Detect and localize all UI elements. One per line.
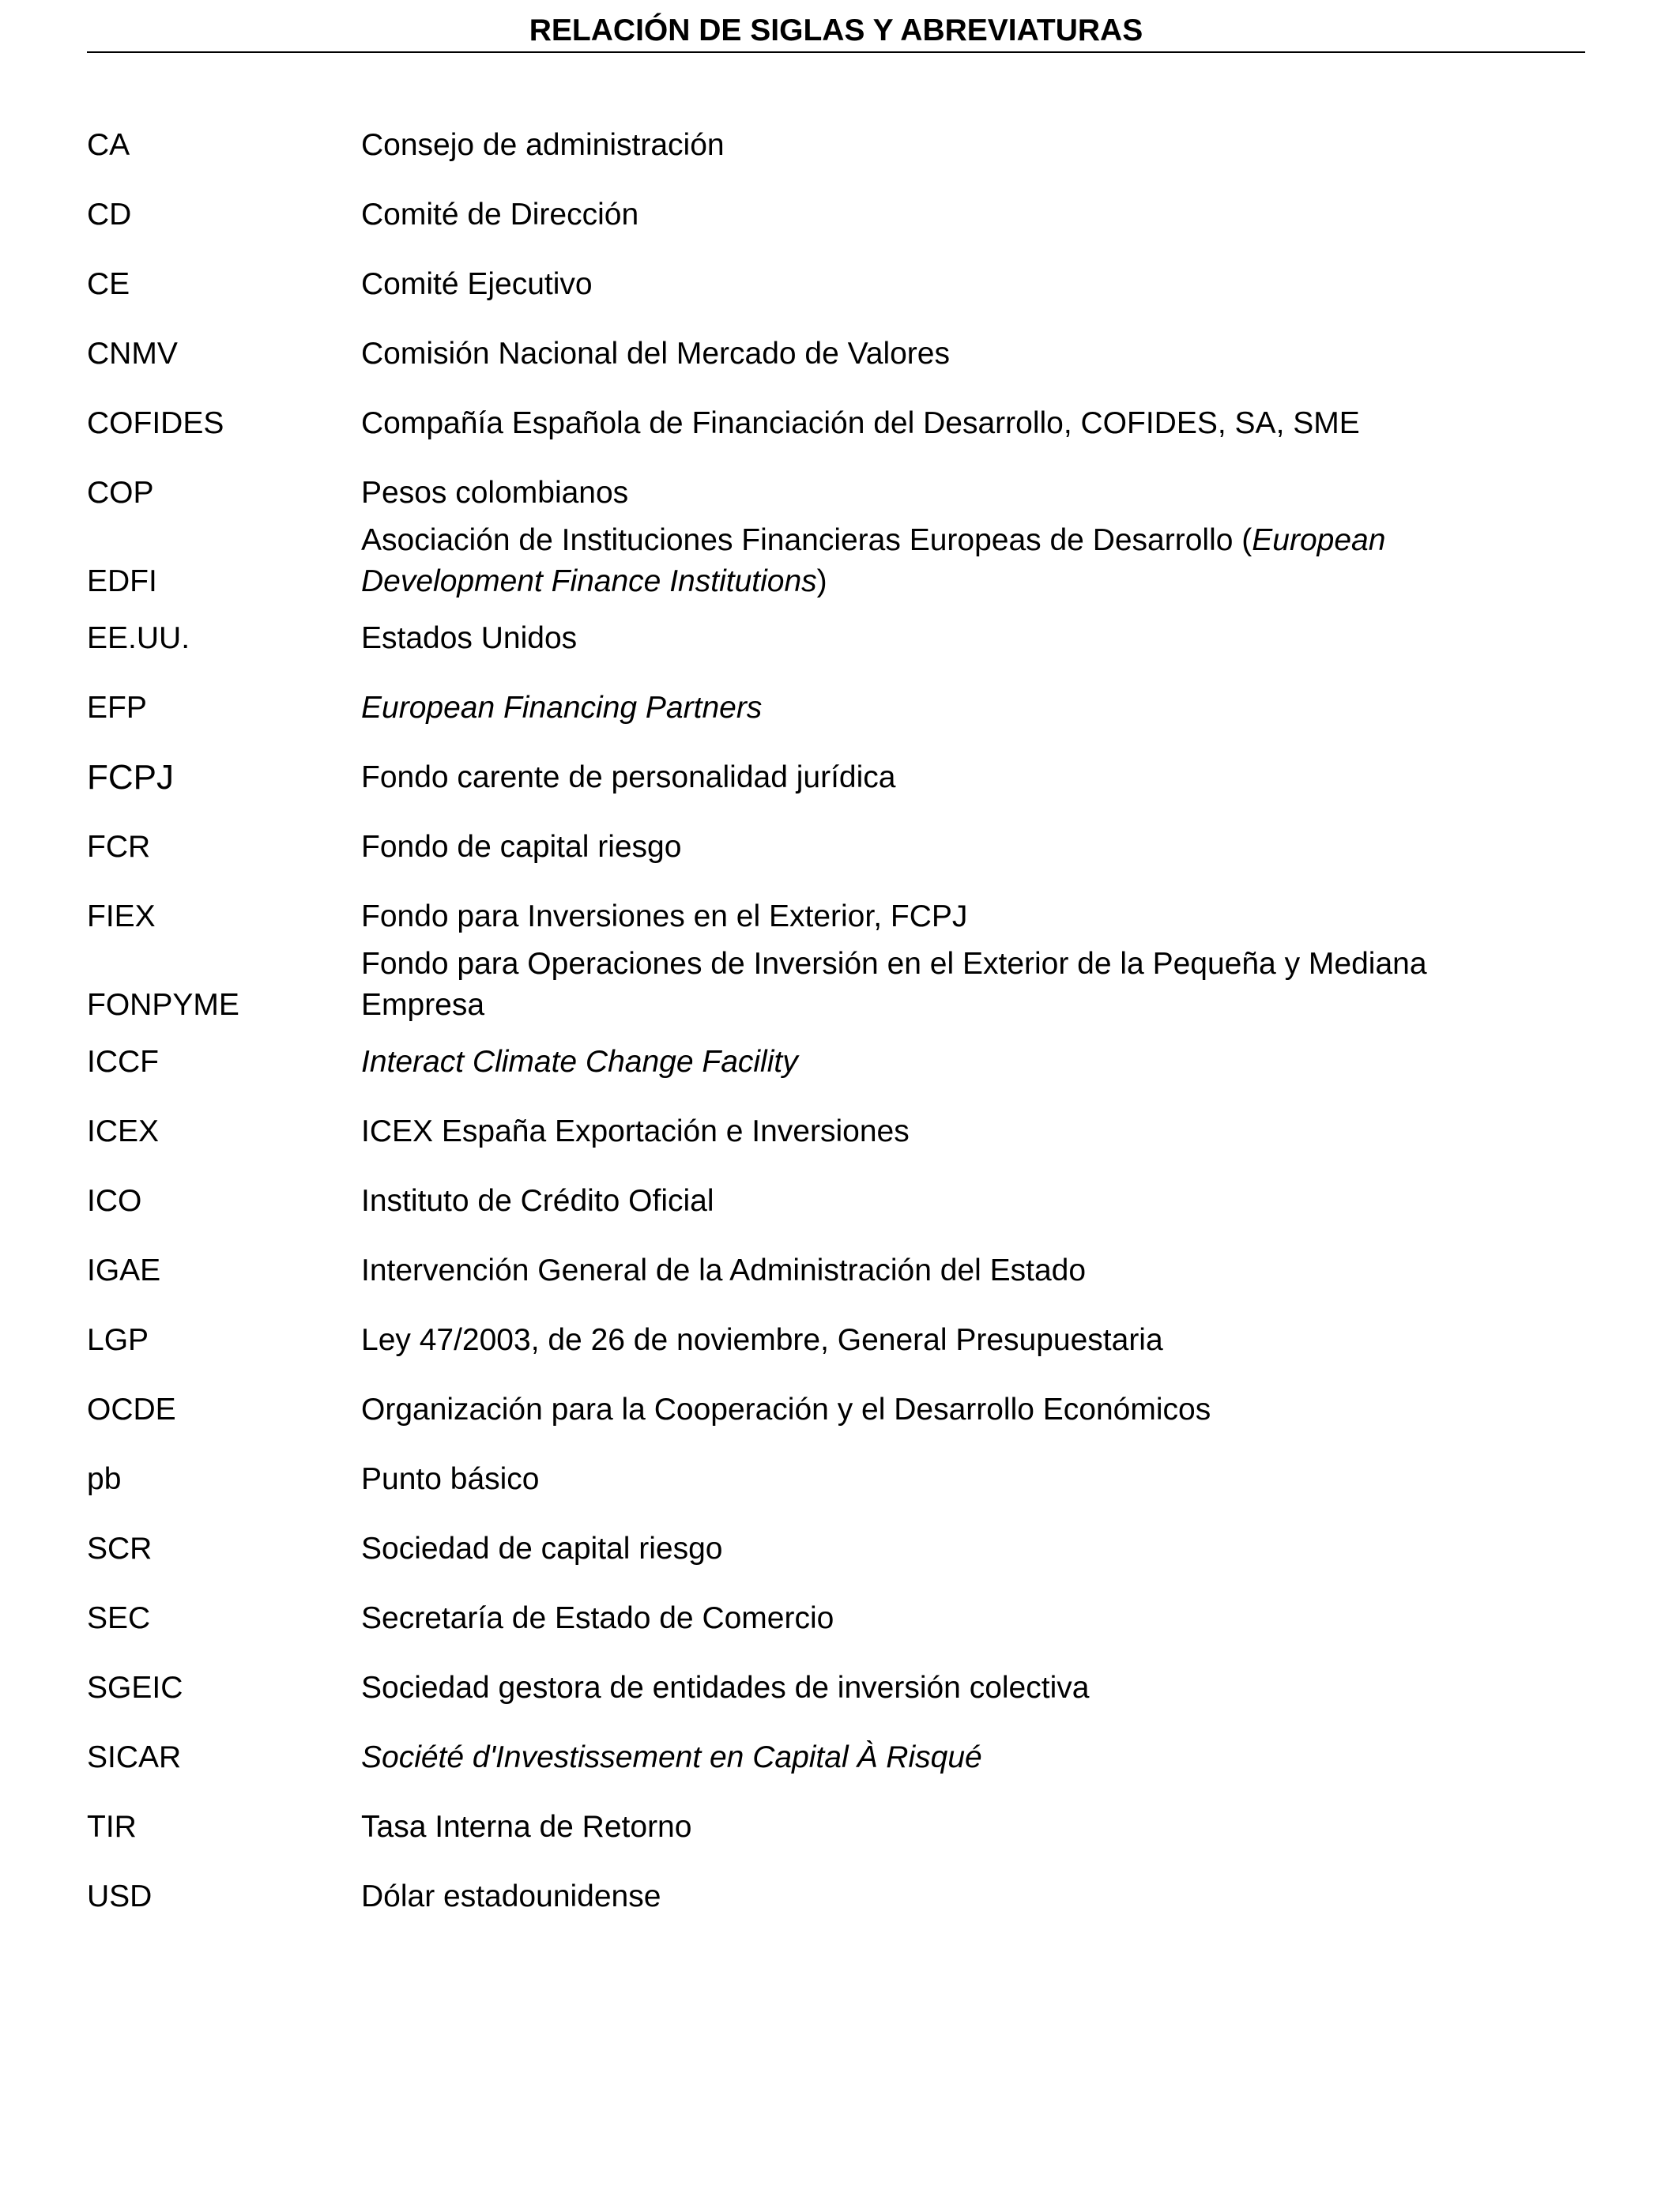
abbreviation: IGAE xyxy=(87,1253,161,1287)
definition: Ley 47/2003, de 26 de noviembre, General Presupuestaria xyxy=(361,1323,1163,1357)
abbreviation: EE.UU. xyxy=(87,621,190,655)
list-item xyxy=(87,1152,1585,1222)
abbreviation: CA xyxy=(87,128,130,162)
definition: Compañía Española de Financiación del Desarrollo, COFIDES, SA, SME xyxy=(361,406,1360,440)
list-item xyxy=(87,375,1585,444)
list-item xyxy=(87,444,1585,514)
definition xyxy=(361,520,1483,602)
page-title: RELACIÓN DE SIGLAS Y ABREVIATURAS xyxy=(529,13,1143,47)
abbreviation: SEC xyxy=(87,1601,151,1635)
abbreviation: SCR xyxy=(87,1532,153,1566)
list-item xyxy=(87,1083,1585,1152)
definition-text: ) xyxy=(816,564,827,598)
list-item xyxy=(87,236,1585,305)
abbreviation: COFIDES xyxy=(87,406,224,440)
list-item xyxy=(87,305,1585,375)
definition: Fondo para Inversiones en el Exterior, FCPJ xyxy=(361,899,968,933)
abbreviation: FCPJ xyxy=(87,758,174,797)
definition: Consejo de administración xyxy=(361,128,725,162)
list-item xyxy=(87,1709,1585,1778)
abbreviation: ICO xyxy=(87,1184,142,1218)
abbreviation-list xyxy=(87,96,1585,1917)
list-item xyxy=(87,166,1585,236)
definition-italic-text: European Development Finance Institutions xyxy=(361,523,1386,598)
definition: Comité Ejecutivo xyxy=(361,267,593,301)
definition: Interact Climate Change Facility xyxy=(361,1045,798,1079)
definition: Dólar estadounidense xyxy=(361,1879,661,1913)
definition: Pesos colombianos xyxy=(361,476,629,510)
definition: Fondo para Operaciones de Inversión en el Exterior de la Pequeña y Mediana Empresa xyxy=(361,947,1427,1022)
definition: Sociedad de capital riesgo xyxy=(361,1532,723,1566)
list-item xyxy=(87,729,1585,798)
abbreviation: FONPYME xyxy=(87,988,239,1022)
abbreviation: USD xyxy=(87,1879,153,1913)
definition: Estados Unidos xyxy=(361,621,578,655)
abbreviation: CNMV xyxy=(87,337,178,371)
list-item xyxy=(87,1222,1585,1291)
list-item xyxy=(87,1431,1585,1500)
list-item xyxy=(87,798,1585,868)
list-item xyxy=(87,868,1585,937)
list-item xyxy=(87,1291,1585,1361)
abbreviation: ICEX xyxy=(87,1114,160,1148)
list-item xyxy=(87,1361,1585,1431)
abbreviation: pb xyxy=(87,1462,122,1496)
definition: Fondo de capital riesgo xyxy=(361,830,682,864)
definition: Tasa Interna de Retorno xyxy=(361,1810,692,1844)
abbreviation: SGEIC xyxy=(87,1671,183,1705)
list-item xyxy=(87,514,1585,602)
definition: Comisión Nacional del Mercado de Valores xyxy=(361,337,950,371)
list-item xyxy=(87,659,1585,729)
definition: Fondo carente de personalidad jurídica xyxy=(361,760,896,794)
list-item xyxy=(87,1026,1585,1083)
definition: Intervención General de la Administración del Estado xyxy=(361,1253,1087,1287)
abbreviation: SICAR xyxy=(87,1740,182,1774)
abbreviation: CE xyxy=(87,267,130,301)
abbreviation: ICCF xyxy=(87,1045,159,1079)
definition: Punto básico xyxy=(361,1462,540,1496)
abbreviation: EDFI xyxy=(87,564,157,598)
abbreviation: FCR xyxy=(87,830,151,864)
list-item xyxy=(87,96,1585,166)
definition: Sociedad gestora de entidades de inversión colectiva xyxy=(361,1671,1090,1705)
definition: ICEX España Exportación e Inversiones xyxy=(361,1114,910,1148)
list-item xyxy=(87,1848,1585,1917)
abbreviation: OCDE xyxy=(87,1393,176,1427)
list-item xyxy=(87,602,1585,659)
abbreviation: EFP xyxy=(87,691,147,725)
abbreviation: FIEX xyxy=(87,899,156,933)
definition: Comité de Dirección xyxy=(361,198,639,232)
definition-text: Asociación de Instituciones Financieras Europeas de Desarrollo ( xyxy=(361,523,1252,557)
list-item xyxy=(87,1570,1585,1639)
definition: Instituto de Crédito Oficial xyxy=(361,1184,714,1218)
list-item xyxy=(87,1778,1585,1848)
definition: Secretaría de Estado de Comercio xyxy=(361,1601,834,1635)
list-item xyxy=(87,1500,1585,1570)
abbreviation: CD xyxy=(87,198,132,232)
abbreviation: TIR xyxy=(87,1810,137,1844)
abbreviation: COP xyxy=(87,476,154,510)
list-item xyxy=(87,937,1585,1026)
definition: European Financing Partners xyxy=(361,691,763,725)
title-divider xyxy=(87,51,1585,53)
definition: Société d'Investissement en Capital À Risqué xyxy=(361,1740,982,1774)
list-item xyxy=(87,1639,1585,1709)
definition: Organización para la Cooperación y el Desarrollo Económicos xyxy=(361,1393,1211,1427)
abbreviation: LGP xyxy=(87,1323,149,1357)
